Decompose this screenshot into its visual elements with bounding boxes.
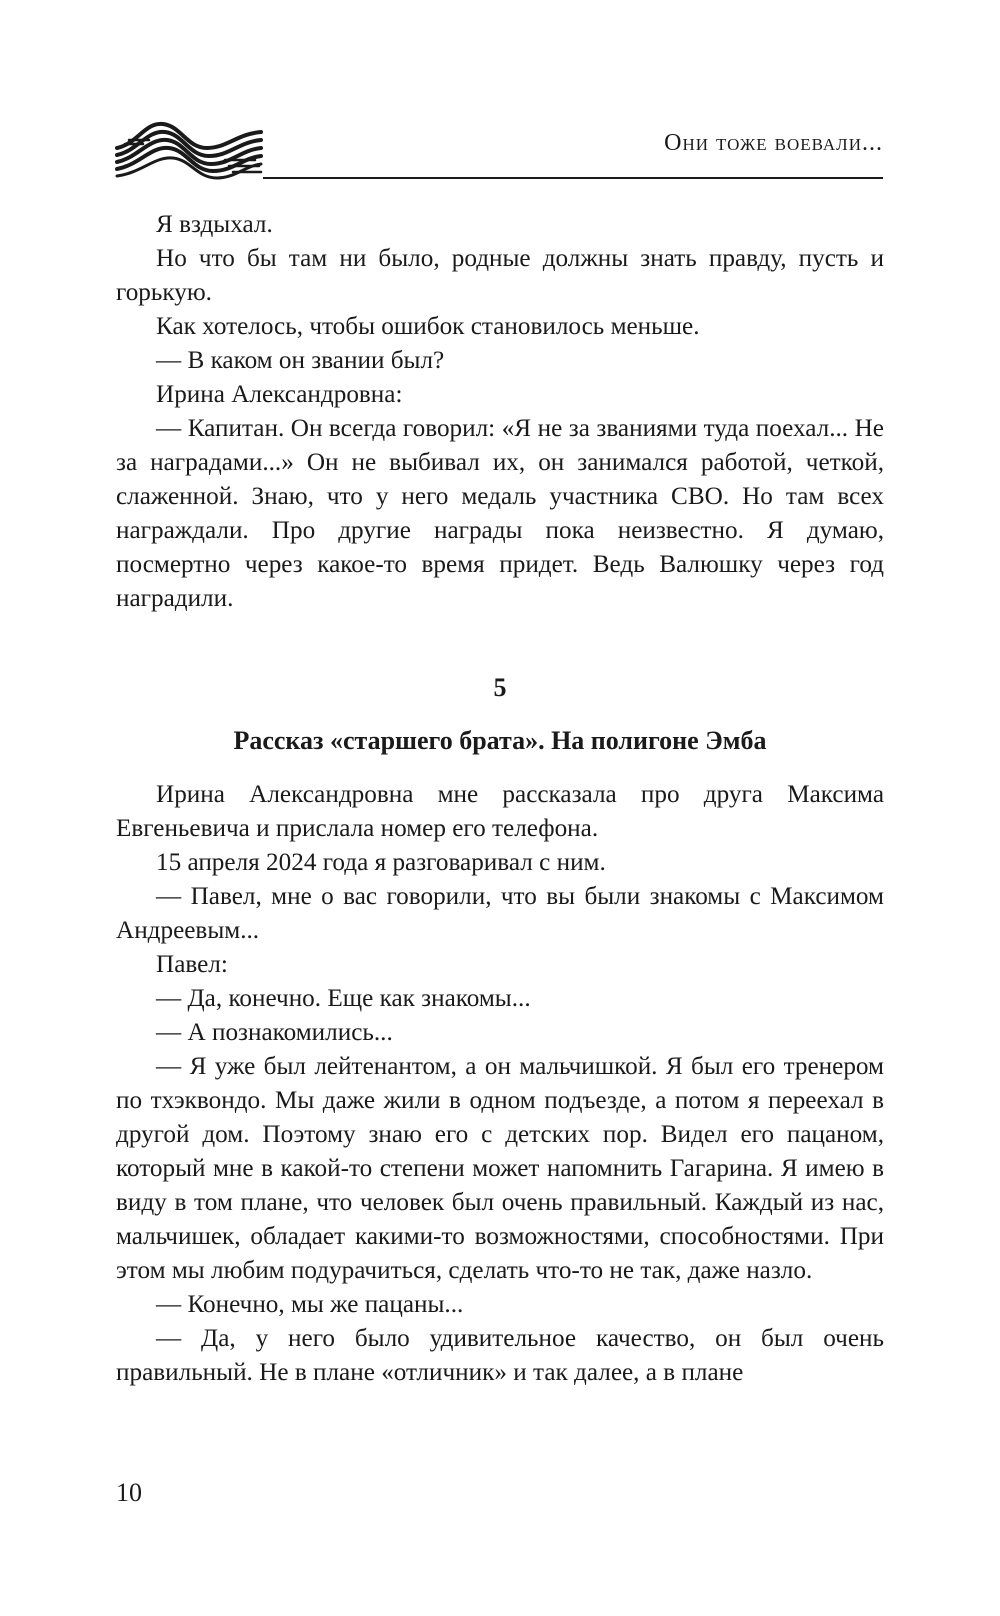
ribbon-waves-icon [115,118,265,180]
paragraph: — Да, конечно. Еще как знакомы... [156,985,531,1012]
paragraph: — А познакомились... [156,1019,393,1046]
paragraph: — Капитан. Он всегда говорил: «Я не за званиями туда поехал... Не за наградами...» Он не выбивал их, он занимался работой, четкой, слаженной. Знаю, что у него медаль участника СВО. Но там всех награждали. Про другие награды пока неизвестно. Я думаю, посмертно через какое-то время придет. Ведь Валюшку через год наградили. [116,415,884,612]
header-rule [263,177,883,179]
paragraph: — Конечно, мы же пацаны... [156,1291,464,1318]
paragraph: — Да, у него было удивительное качество, он был очень правильный. Не в плане «отличник» и так далее, а в плане [116,1325,884,1386]
paragraph: — Павел, мне о вас говорили, что вы были знакомы с Максимом Андреевым... [116,883,884,944]
paragraph: Павел: [156,951,228,978]
chapter-title: Рассказ «старшего брата». На полигоне Эмба [233,726,767,755]
paragraph: — В каком он звании был? [156,347,445,374]
paragraph: 15 апреля 2024 года я разговаривал с ним. [156,849,606,876]
paragraph: Ирина Александровна мне рассказала про друга Максима Евгеньевича и прислала номер его телефона. [116,781,884,842]
page-body [116,208,884,1390]
paragraph: — Я уже был лейтенантом, а он мальчишкой. Я был его тренером по тхэквондо. Мы даже жили в одном подъезде, а потом я переехал в другой дом. Поэтому знаю его с детских пор. Видел его пацаном, который мне в какой-то степени может напомнить Гагарина. Я имею в виду в том плане, что человек был очень правильный. Каждый из нас, мальчишек, обладает какими-то возможностями, способностями. При этом мы любим подурачиться, сделать что-то не так, даже назло. [116,1053,884,1284]
running-title: Они тоже воевали... [664,130,883,156]
paragraph: Но что бы там ни было, родные должны знать правду, пусть и горькую. [116,245,884,306]
page-header [115,118,883,186]
paragraph: Как хотелось, чтобы ошибок становилось меньше. [156,313,700,340]
paragraph: Ирина Александровна: [156,381,403,408]
paragraph: Я вздыхал. [156,211,273,238]
chapter-number: 5 [493,673,507,702]
page-number: 10 [116,1478,142,1507]
